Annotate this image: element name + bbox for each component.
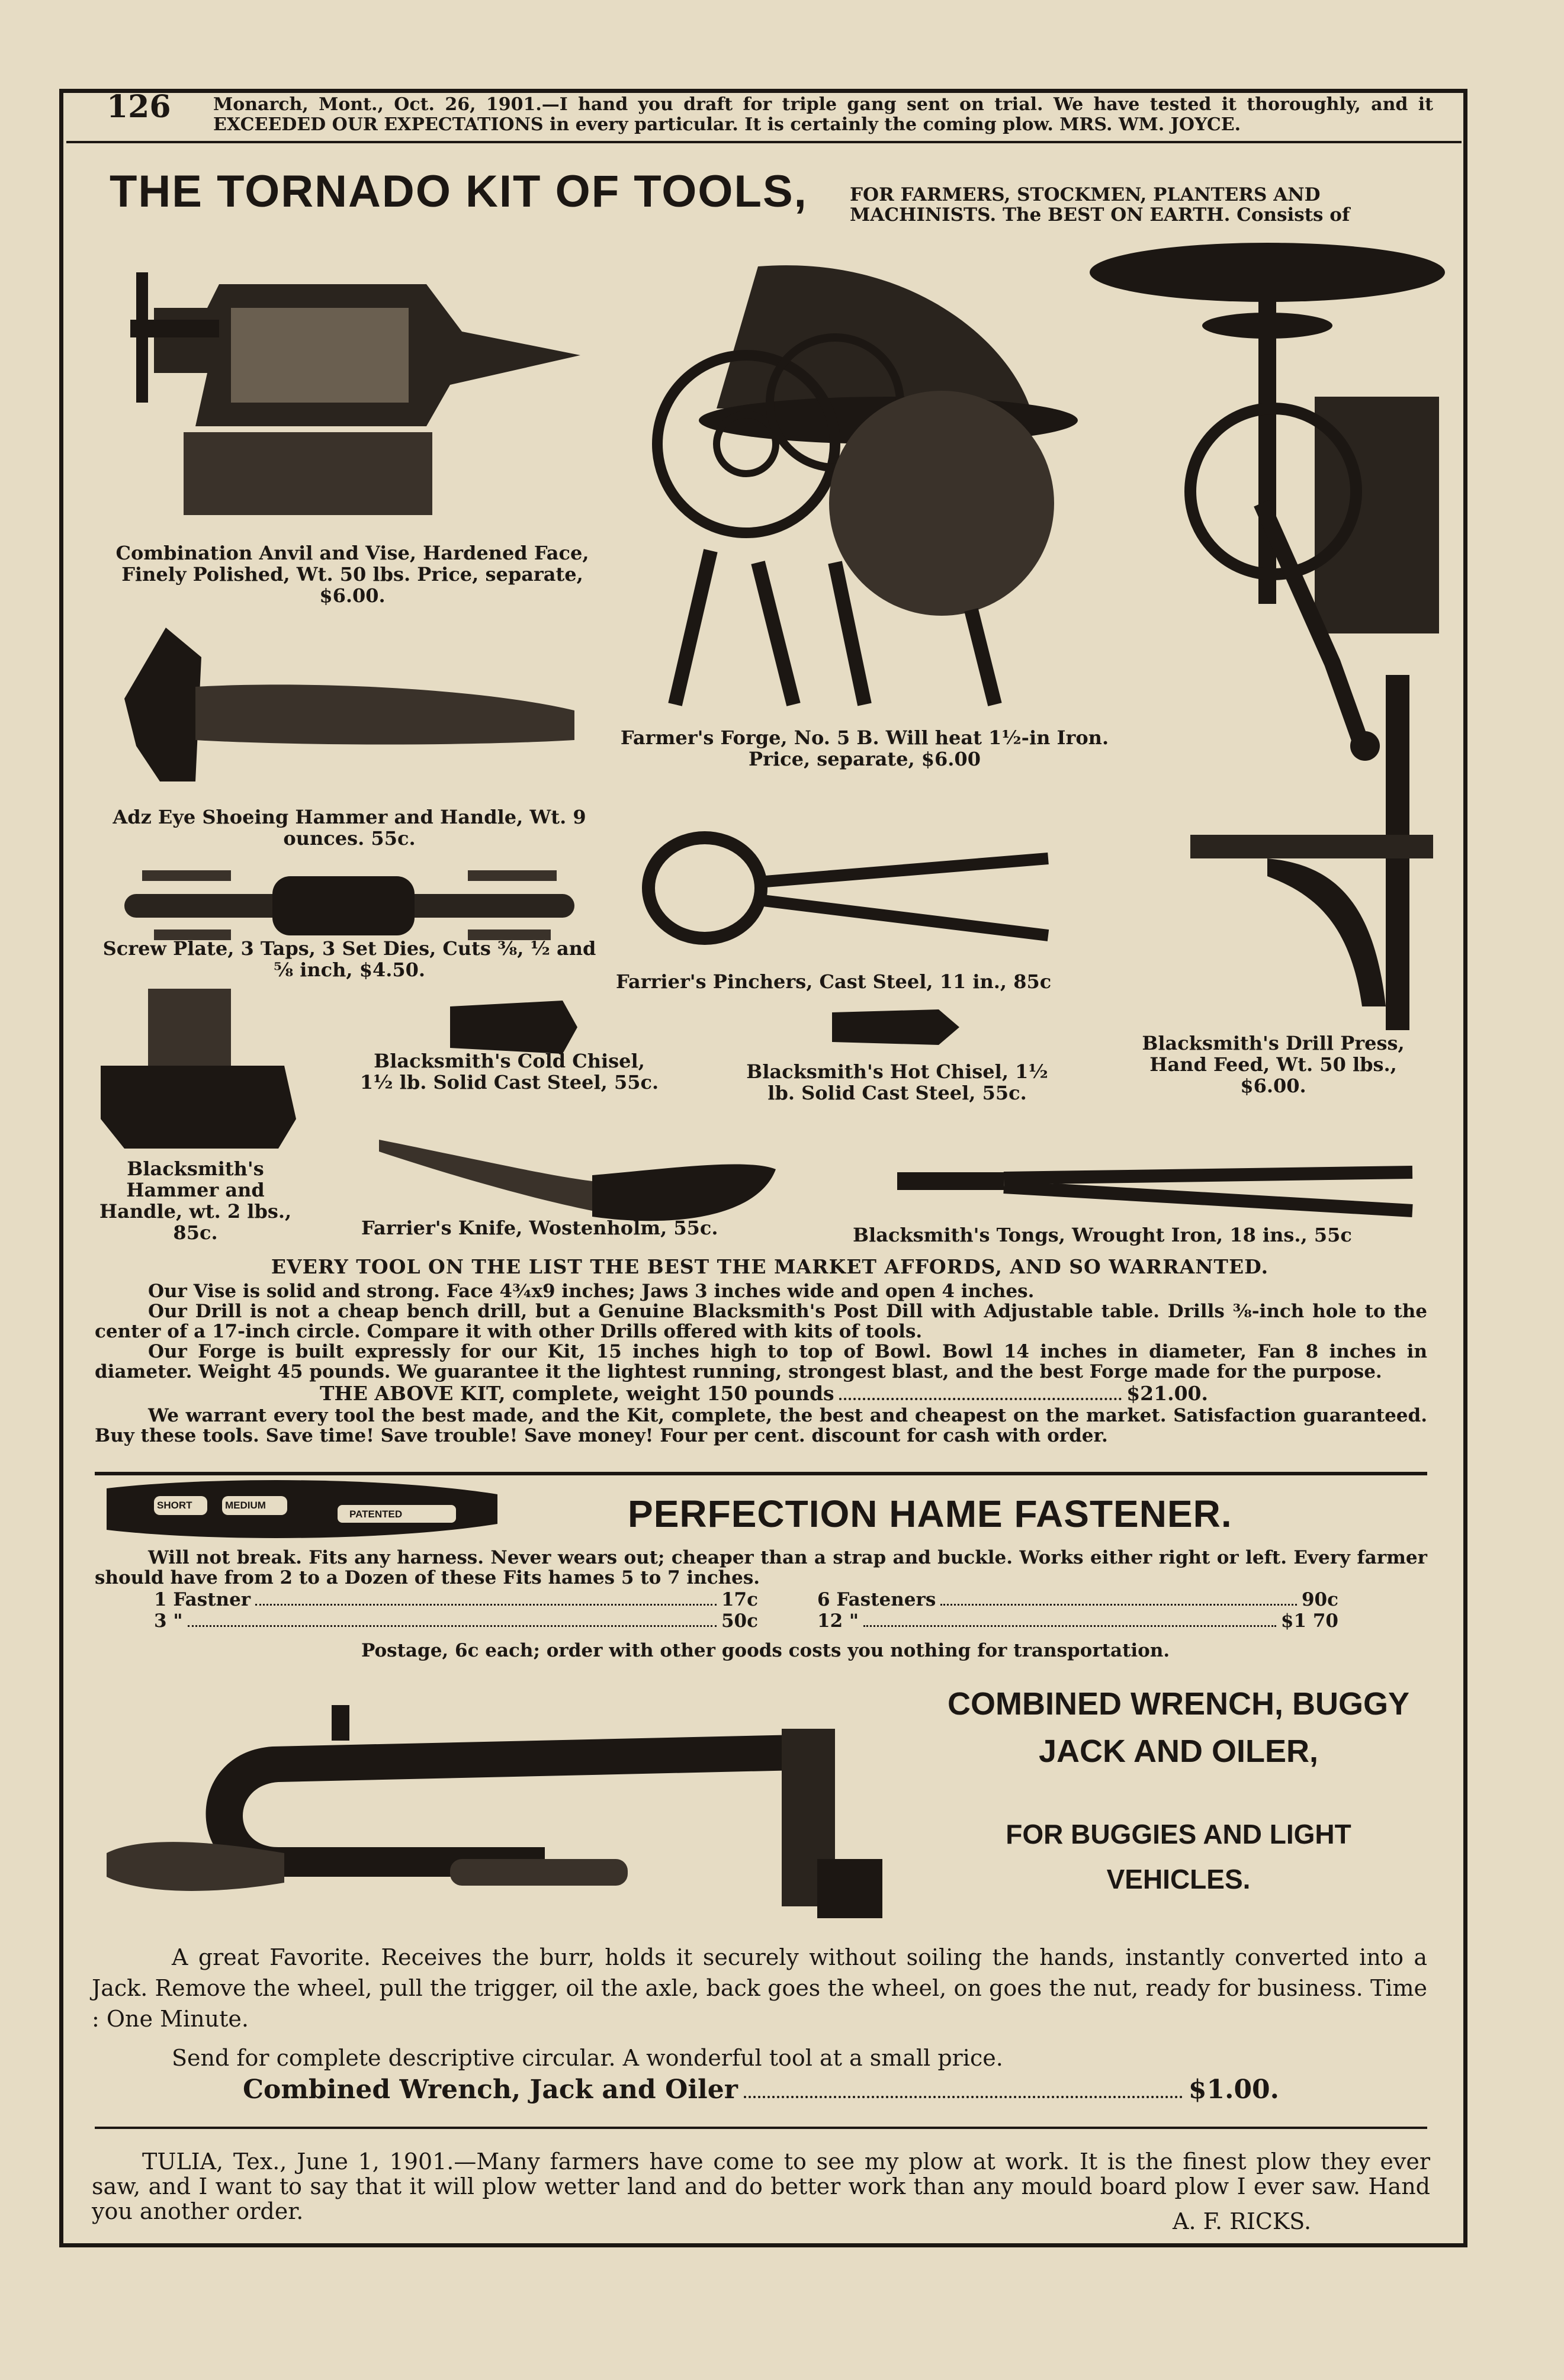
left-price: 17c	[721, 1589, 758, 1610]
bottom-testimonial: TULIA, Tex., June 1, 1901.—Many farmers have come to see my plow at work. It is the finest plow they ever saw, and I want to say that it will plow wetter land and do better work than any mould board plow I ever saw. Hand you another order.	[92, 2149, 1430, 2224]
right-qty-label: 12 "	[817, 1610, 859, 1632]
kit-details	[95, 1281, 1427, 1382]
dot-leader	[863, 1625, 1276, 1627]
left-qty-label: 1 Fastner	[154, 1589, 251, 1610]
farriers-pinchers-illustration	[640, 829, 1054, 953]
medium-label: MEDIUM	[225, 1500, 266, 1511]
farmers-forge-illustration	[640, 255, 1090, 716]
wrench-subtitle-line: FOR BUGGIES AND LIGHT	[1006, 1819, 1351, 1850]
anvil-vise-caption: Combination Anvil and Vise, Hardened Face, Finely Polished, Wt. 50 lbs. Price, separate, $6.00.	[115, 542, 589, 607]
bottom-signature: A. F. RICKS.	[1173, 2208, 1312, 2234]
wrench-subtitle	[924, 1812, 1433, 1902]
blacksmiths-tongs-illustration	[897, 1160, 1418, 1226]
hame-postage: Postage, 6c each; order with other goods costs you nothing for transportation.	[361, 1640, 1170, 1661]
screw-plate-illustration	[118, 864, 580, 947]
combined-wrench-illustration	[95, 1681, 888, 1930]
blacksmiths-hammer-caption: Blacksmith's Hammer and Handle, wt. 2 lbs., 85c.	[99, 1157, 292, 1244]
farriers-knife-caption: Farrier's Knife, Wostenholm, 55c.	[361, 1217, 718, 1239]
cold-chisel-caption: Blacksmith's Cold Chisel, 1½ lb. Solid Cast Steel, 55c.	[359, 1050, 659, 1093]
hame-price-row	[154, 1610, 1338, 1632]
hame-description: Will not break. Fits any harness. Never wears out; cheaper than a strap and buckle. Works either right or left. Every farmer should have from 2 to a Dozen of these Fits hames 5 to 7 inches.	[95, 1547, 1427, 1588]
patented-label: PATENTED	[349, 1509, 403, 1520]
adz-hammer-caption: Adz Eye Shoeing Hammer and Handle, Wt. 9 ounces. 55c.	[113, 806, 586, 850]
left-qty-label: 3 "	[154, 1610, 183, 1632]
hot-chisel-illustration	[826, 1006, 962, 1048]
wrench-title-line: COMBINED WRENCH, BUGGY	[948, 1686, 1409, 1722]
bottom-section-rule	[95, 2127, 1427, 2129]
adz-hammer-illustration	[118, 628, 580, 787]
hot-chisel-caption: Blacksmith's Hot Chisel, 1½ lb. Solid Cast Steel, 55c.	[746, 1060, 1048, 1104]
top-testimonial: Monarch, Mont., Oct. 26, 1901.—I hand you draft for triple gang sent on trial. We have tested it thoroughly, and it EXCEEDED OUR EXPECTATIONS in every particular. It is certainly the coming plow. MRS. WM. JOYCE.	[213, 94, 1433, 135]
farmers-forge-caption: Farmer's Forge, No. 5 B. Will heat 1½-in Iron. Price, separate, $6.00	[620, 726, 1109, 770]
farriers-pinchers-caption: Farrier's Pinchers, Cast Steel, 11 in., 85c	[616, 970, 1052, 993]
right-price: 90c	[1301, 1589, 1338, 1610]
wrench-price-label: Combined Wrench, Jack and Oiler	[243, 2075, 738, 2105]
wrench-subtitle-line: VEHICLES.	[1106, 1864, 1251, 1895]
wrench-title	[912, 1680, 1445, 1775]
right-qty-label: 6 Fasteners	[817, 1589, 936, 1610]
drill-press-caption: Blacksmith's Drill Press, Hand Feed, Wt. 50 lbs., $6.00.	[1142, 1032, 1405, 1097]
hame-price-table	[154, 1589, 1338, 1632]
hame-title: PERFECTION HAME FASTENER.	[628, 1493, 1232, 1535]
wrench-description: A great Favorite. Receives the burr, holds it securely without soiling the hands, instantly converted into a Jack. Remove the wheel, pull the trigger, oil the axle, back goes the wheel, on goes the nut, ready for business. Time : One Minute.	[92, 1944, 1427, 2032]
forge-paragraph: Our Forge is built expressly for our Kit, 15 inches high to top of Bowl. Bowl 14 inches in diameter, Fan 8 inches in diameter. Weight 45 pounds. We guarantee it the lightest running, strongest blast, and the best Forge made for the purpose.	[95, 1341, 1427, 1382]
kit-complete-price: $21.00.	[1126, 1382, 1208, 1405]
left-price: 50c	[721, 1610, 758, 1632]
blacksmiths-tongs-caption: Blacksmith's Tongs, Wrought Iron, 18 ins., 55c	[853, 1224, 1352, 1246]
page-number: 126	[107, 89, 171, 125]
kit-complete-label: THE ABOVE KIT, complete, weight 150 pounds	[320, 1382, 834, 1405]
hame-price-row	[154, 1589, 1338, 1610]
kit-complete-line	[320, 1382, 1208, 1405]
kit-subtitle: FOR FARMERS, STOCKMEN, PLANTERS AND MACHINISTS. The BEST ON EARTH. Consists of	[850, 184, 1350, 226]
dot-leader	[744, 2096, 1183, 2098]
hame-fastener-illustration	[89, 1477, 503, 1542]
wrench-title-line: JACK AND OILER,	[1038, 1733, 1319, 1769]
dot-leader	[839, 1398, 1122, 1400]
kit-title: THE TORNADO KIT OF TOOLS,	[110, 166, 808, 217]
dot-leader	[188, 1625, 717, 1627]
anvil-vise-illustration	[118, 237, 586, 533]
warranty-heading: EVERY TOOL ON THE LIST THE BEST THE MARKET AFFORDS, AND SO WARRANTED.	[271, 1255, 1269, 1278]
dot-leader	[255, 1604, 717, 1606]
wrench-price-line	[243, 2075, 1279, 2105]
kit-guarantee: We warrant every tool the best made, and the Kit, complete, the best and cheapest on the market. Satisfaction guaranteed. Buy these tools. Save time! Save trouble! Save money! Four per cent. discount for cash with order.	[95, 1405, 1427, 1446]
wrench-circular-note: Send for complete descriptive circular. A wonderful tool at a small price.	[172, 2045, 1003, 2071]
dot-leader	[940, 1604, 1297, 1606]
wrench-price: $1.00.	[1188, 2075, 1279, 2105]
right-price: $1 70	[1280, 1610, 1338, 1632]
drill-paragraph: Our Drill is not a cheap bench drill, but a Genuine Blacksmith's Post Dill with Adjustable table. Drills ⅜-inch hole to the center of a 17-inch circle. Compare it with other Drills offered with kits of tools.	[95, 1301, 1427, 1342]
kit-section-rule	[95, 1472, 1427, 1475]
short-label: SHORT	[157, 1500, 192, 1511]
vise-paragraph: Our Vise is solid and strong. Face 4¾x9 inches; Jaws 3 inches wide and open 4 inches.	[148, 1281, 1035, 1302]
screw-plate-caption: Screw Plate, 3 Taps, 3 Set Dies, Cuts ⅜, ½ and ⅝ inch, $4.50.	[102, 937, 596, 981]
blacksmiths-hammer-illustration	[89, 983, 302, 1160]
header-rule	[66, 141, 1462, 143]
drill-press-stand-illustration	[1184, 675, 1445, 1030]
